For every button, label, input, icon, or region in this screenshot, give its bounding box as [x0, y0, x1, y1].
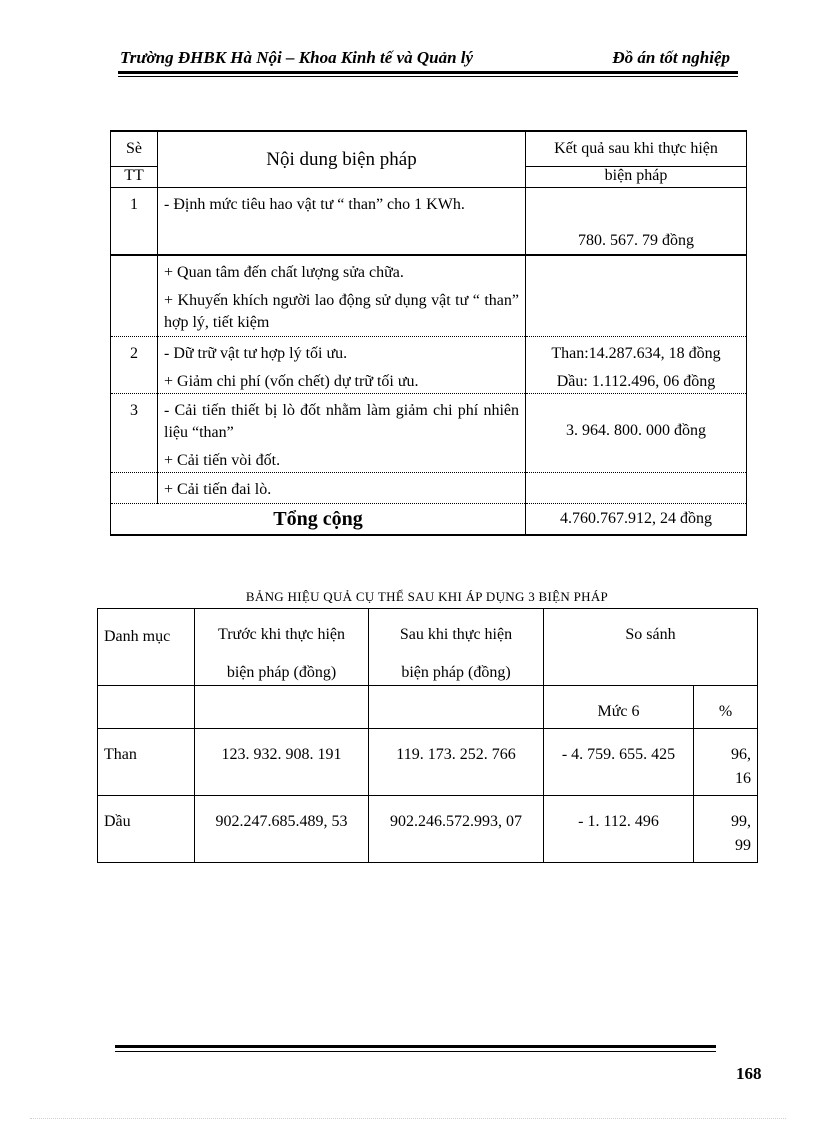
page-edge — [30, 1118, 786, 1119]
total-value: 4.760.767.912, 24 đồng — [526, 504, 747, 536]
header-result: Kết quả sau khi thực hiện — [526, 131, 747, 167]
row-content: + Cải tiến đai lò. — [164, 481, 272, 498]
table-header-row — [111, 131, 747, 167]
header-stt: Sè — [111, 131, 158, 167]
row-number: 2 — [130, 345, 138, 362]
row-content: + Cải tiến vòi đốt. — [164, 452, 281, 469]
measures-table — [110, 130, 747, 536]
table-caption: BẢNG HIỆU QUẢ CỤ THỂ SAU KHI ÁP DỤNG 3 BIỆN PHÁP — [245, 589, 609, 604]
table-row — [111, 394, 747, 473]
header-rule-thin — [118, 76, 738, 77]
header-before-unit: biện pháp (đồng) — [226, 664, 337, 681]
row-result: 3. 964. 800. 000 đồng — [566, 422, 706, 439]
row-diff: - 1. 112. 496 — [578, 813, 659, 830]
row-percent-2: 99 — [735, 837, 751, 854]
row-content: + Giảm chi phí (vốn chết) dự trữ tối ưu. — [164, 373, 419, 390]
row-before: 902.247.685.489, 53 — [215, 813, 348, 830]
row-content: - Dữ trữ vật tư hợp lý tối ưu. — [164, 345, 348, 362]
row-result: Dầu: 1.112.496, 06 đồng — [556, 373, 716, 390]
row-result: 780. 567. 79 đồng — [578, 232, 694, 249]
row-content: - Cải tiến thiết bị lò đốt nhằm làm giảm chi phí nhiên liệu “than” — [164, 402, 519, 441]
header-compare: So sánh — [625, 626, 676, 643]
row-after: 902.246.572.993, 07 — [390, 813, 522, 830]
table-row — [98, 796, 758, 863]
row-content: + Quan tâm đến chất lượng sửa chữa. — [164, 264, 404, 281]
total-row — [111, 504, 747, 536]
table-subheader-row — [98, 686, 758, 729]
page-header — [118, 46, 738, 74]
header-rule — [118, 71, 738, 74]
efficiency-table — [97, 608, 758, 863]
row-after: 119. 173. 252. 766 — [396, 746, 516, 763]
table-row — [111, 188, 747, 256]
row-diff: - 4. 759. 655. 425 — [561, 746, 676, 763]
row-number: 1 — [130, 196, 138, 213]
row-content: - Định mức tiêu hao vật tư “ than” cho 1 KWh. — [164, 196, 465, 213]
row-percent: 99, — [731, 813, 751, 830]
row-result: Than:14.287.634, 18 đồng — [551, 345, 721, 362]
header-percent: % — [718, 703, 733, 720]
footer-rule — [115, 1045, 716, 1048]
header-category: Danh mục — [104, 628, 171, 645]
header-result-2: biện pháp — [526, 167, 747, 188]
header-after-unit: biện pháp (đồng) — [401, 664, 511, 681]
row-content: + Khuyến khích người lao động sử dụng vật tư “ than” hợp lý, tiết kiệm — [164, 292, 519, 331]
table-row — [111, 337, 747, 394]
total-label: Tổng cộng — [111, 504, 526, 536]
table-row — [111, 473, 747, 504]
header-doc-type: Đồ án tốt nghiệp — [612, 48, 730, 67]
table-row — [98, 729, 758, 796]
row-name: Dầu — [104, 813, 131, 830]
row-percent-2: 16 — [735, 770, 751, 787]
row-before: 123. 932. 908. 191 — [221, 746, 342, 763]
page-number: 168 — [736, 1064, 762, 1083]
table-row — [111, 255, 747, 337]
header-school: Trường ĐHBK Hà Nội – Khoa Kinh tế và Quản lý — [120, 48, 474, 67]
row-number: 3 — [130, 402, 138, 419]
header-level: Mức 6 — [597, 703, 640, 720]
footer-rule-thin — [115, 1051, 716, 1052]
table-header-row — [98, 609, 758, 686]
header-after: Sau khi thực hiện — [399, 626, 513, 643]
header-content: Nội dung biện pháp — [158, 131, 526, 188]
header-before: Trước khi thực hiện — [218, 626, 345, 643]
row-name: Than — [104, 746, 137, 763]
header-stt-2: TT — [111, 167, 158, 188]
row-percent: 96, — [731, 746, 751, 763]
